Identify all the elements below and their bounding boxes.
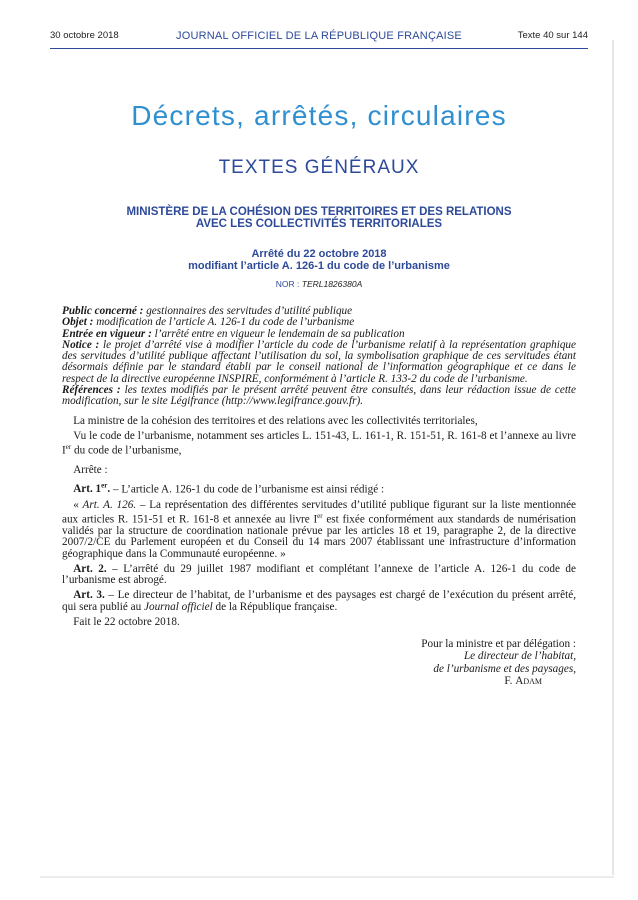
header-date: 30 octobre 2018	[50, 30, 119, 41]
header-texte-counter: Texte 40 sur 144	[517, 30, 588, 41]
article-1: Art. 1er. – L’article A. 126-1 du code de l’urbanisme est ainsi rédigé :	[73, 481, 385, 496]
document-body	[62, 306, 576, 628]
vu-paragraph: Vu le code de l’urbanisme, notamment ses articles L. 151-43, L. 161-1, R. 151-51, R. 161-8 et l’annexe au livre Ier du code de l’urbanisme,	[62, 429, 576, 457]
ministry-line-1: MINISTÈRE DE LA COHÉSION DES TERRITOIRES ET DES RELATIONS	[126, 206, 512, 218]
fait-le: Fait le 22 octobre 2018.	[73, 616, 180, 629]
ministry-line-2: AVEC LES COLLECTIVITÉS TERRITORIALES	[195, 218, 443, 230]
signature-line-1: Pour la ministre et par délégation :	[421, 638, 576, 650]
sub-title: TEXTES GÉNÉRAUX	[218, 157, 420, 178]
public-concerne: Public concerné : gestionnaires des servitudes d’utilité publique	[62, 305, 353, 317]
entree-en-vigueur: Entrée en vigueur : l’arrêté entre en vigueur le lendemain de sa publication	[62, 327, 405, 340]
references: Références : les textes modifiés par le présent arrêté peuvent être consultés, dans leur rédaction issue de cette modification, sur le site Légifrance (http://www.legifrance.gouv.fr).	[62, 384, 577, 408]
arrete-title-line-1: Arrêté du 22 octobre 2018	[251, 248, 387, 260]
arrete-title	[60, 248, 578, 272]
page-header	[50, 30, 588, 46]
header-journal-title: JOURNAL OFFICIEL DE LA RÉPUBLIQUE FRANÇAISE	[176, 30, 462, 42]
signature-block	[336, 638, 576, 687]
summary-block	[62, 306, 576, 408]
objet: Objet : modification de l’article A. 126-1 du code de l’urbanisme	[62, 316, 355, 329]
arrete-label: Arrête :	[73, 464, 108, 477]
signatory-name: F. Adam	[504, 674, 542, 687]
ministre-paragraph: La ministre de la cohésion des territoires et des relations avec les collectivités territoriales,	[73, 414, 478, 427]
arrete-title-line-2: modifiant l’article A. 126-1 du code de l’urbanisme	[188, 260, 450, 272]
signature-line-3: de l’urbanisme et des paysages,	[433, 662, 576, 675]
article-a126-quote: « Art. A. 126. – La représentation des différentes servitudes d’utilité publique figurant sur la liste mentionnée aux articles R. 151-51 et R. 161-8 et annexée au livre Ier est fixée conformément aux standards de numérisation validés par la structure de coordination nationale prévue par les articles 18 et 19, paragraphe 2, de la directive 2007/2/CE du Parlement européen et du Conseil du 14 mars 2007 établissant une infrastructure d’information géographique dans la Communauté européenne. »	[62, 498, 577, 560]
article-3: Art. 3. – Le directeur de l’habitat, de l’urbanisme et des paysages est chargé de l’exécution du présent arrêté, qui sera publié au Journal officiel de la République française.	[62, 589, 576, 613]
article-2: Art. 2. – L’arrêté du 29 juillet 1987 modifiant et complétant l’annexe de l’article A. 126-1 du code de l’urbanisme est abrogé.	[62, 562, 576, 587]
nor-code: TERL1826380A	[301, 279, 363, 289]
signature-line-2: Le directeur de l’habitat,	[463, 650, 576, 663]
ministry-heading	[60, 206, 578, 230]
section-title: Décrets, arrêtés, circulaires	[131, 100, 507, 131]
header-divider	[50, 48, 588, 49]
nor-label: NOR :	[275, 279, 300, 289]
page-edge-bottom	[40, 876, 614, 878]
notice: Notice : le projet d’arrêté vise à modifier l’article du code de l’urbanisme relatif à la représentation graphique des servitudes d’utilité publique affectant l’utilisation du sol, la symbolisation graphique de ces servitudes étant désormais définie par le standard établi par le conseil national de l’information géographique et ce dans le respect de la directive européenne INSPIRE, conformément à l’article R. 133-2 du code de l’urbanisme.	[62, 338, 576, 385]
nor-reference	[0, 279, 638, 289]
